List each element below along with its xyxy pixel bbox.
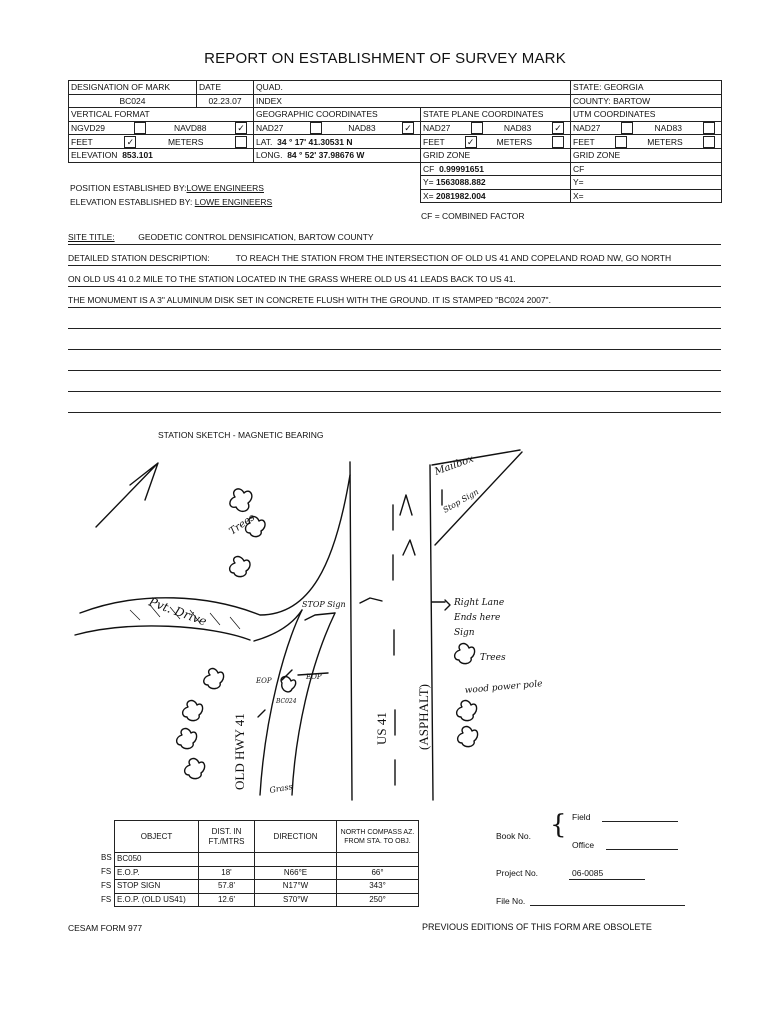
obs-code: FS (101, 881, 112, 890)
utm-feet-label: FEET (573, 136, 595, 147)
utm-feet-checkbox[interactable] (615, 136, 627, 148)
geo-nad83-label: NAD83 (348, 123, 376, 134)
geographic-label: GEOGRAPHIC COORDINATES (254, 108, 421, 122)
utm-label: UTM COORDINATES (571, 108, 722, 122)
obs-row (115, 880, 419, 894)
lat-value: 34 ° 17' 41.30531 N (277, 136, 353, 147)
obs-az: 250° (337, 893, 419, 907)
state-value: STATE: GEORGIA (571, 81, 722, 95)
utm-nad83-checkbox[interactable] (703, 122, 715, 134)
desc-line-1: TO REACH THE STATION FROM THE INTERSECTION OF OLD US 41 AND COPELAND ROAD NW, GO NORTH (235, 253, 672, 263)
desc-rule-1 (68, 265, 721, 266)
sketch-ends-here: Ends here (454, 613, 501, 623)
navd88-checkbox[interactable]: ✓ (235, 122, 247, 134)
desc-line-2: ON OLD US 41 0.2 MILE TO THE STATION LOCATED IN THE GRASS WHERE OLD US 41 LEADS BACK TO US 41. (68, 274, 516, 284)
y-value: 1563088.882 (436, 177, 486, 188)
county-value: COUNTY: BARTOW (571, 94, 722, 108)
obs-object: BC050 (115, 853, 199, 867)
site-title-label: SITE TITLE: (68, 232, 115, 242)
obs-dist: 18' (199, 866, 255, 880)
mark-value: BC024 (69, 94, 197, 108)
sketch-grass: Grass (268, 782, 294, 795)
sp-meters-label: METERS (496, 136, 533, 147)
field-line (602, 821, 678, 822)
meters-checkbox[interactable] (235, 136, 247, 148)
desc-rule-4 (68, 328, 721, 329)
obs-direction: S70°W (255, 893, 337, 907)
project-no-value: 06-0085 (572, 868, 604, 878)
sp-y-label: Y= (423, 177, 434, 188)
office-line (606, 849, 678, 850)
site-title-value: GEODETIC CONTROL DENSIFICATION, BARTOW COUNTY (138, 232, 374, 242)
obs-direction: N17°W (255, 880, 337, 894)
sp-feet-label: FEET (423, 136, 445, 147)
site-title-rule (68, 244, 721, 245)
designation-label: DESIGNATION OF MARK (69, 81, 197, 95)
obs-az (337, 853, 419, 867)
elevation-label: ELEVATION (71, 150, 118, 161)
sp-grid-zone-label: GRID ZONE (421, 148, 571, 162)
detailed-desc-label: DETAILED STATION DESCRIPTION: (68, 253, 210, 263)
elevation-by-value: LOWE ENGINEERS (194, 197, 273, 207)
obs-direction: N66°E (255, 866, 337, 880)
cf-note: CF = COMBINED FACTOR (421, 211, 525, 221)
obs-object: STOP SIGN (115, 880, 199, 894)
x-value: 2081982.004 (436, 191, 486, 202)
elevation-established (70, 197, 272, 207)
obs-header-direction: DIRECTION (255, 821, 337, 853)
state-plane-label: STATE PLANE COORDINATES (421, 108, 571, 122)
ngvd29-label: NGVD29 (71, 123, 106, 134)
cf-value: 0.99991651 (439, 163, 484, 174)
long-label: LONG. (256, 150, 283, 161)
utm-nad27-checkbox[interactable] (621, 122, 633, 134)
utm-nad27-label: NAD27 (573, 123, 601, 134)
sp-meters-checkbox[interactable] (552, 136, 564, 148)
sketch-power-pole: wood power pole (464, 679, 543, 696)
project-line (569, 879, 645, 880)
date-label: DATE (197, 81, 254, 95)
sketch-mailbox: Mailbox (433, 453, 476, 478)
sketch-mark: BC024 (276, 698, 297, 705)
sketch-trees-right: Trees (480, 653, 506, 663)
field-label: Field (572, 812, 591, 822)
obs-object: E.O.P. (115, 866, 199, 880)
sp-nad83-label: NAD83 (503, 123, 532, 134)
sp-feet-checkbox[interactable]: ✓ (465, 136, 477, 148)
obs-code: BS (101, 853, 112, 862)
observations-table (114, 820, 419, 907)
book-no-label: Book No. (496, 831, 531, 841)
obs-row (115, 853, 419, 867)
obs-row (115, 866, 419, 880)
project-no-label: Project No. (496, 868, 539, 878)
position-by-value: LOWE ENGINEERS (186, 183, 264, 193)
obs-header-az: NORTH COMPASS AZ. FROM STA. TO OBJ. (337, 821, 419, 853)
desc-rule-5 (68, 349, 721, 350)
vertical-format-label: VERTICAL FORMAT (69, 108, 254, 122)
sketch-old-hwy: OLD HWY 41 (232, 713, 247, 790)
desc-rule-3 (68, 307, 721, 308)
obs-dist: 12.6' (199, 893, 255, 907)
sp-nad83-checkbox[interactable]: ✓ (552, 122, 564, 134)
position-by-label: POSITION ESTABLISHED BY: (70, 183, 187, 193)
date-value: 02.23.07 (197, 94, 254, 108)
book-brace: { (550, 810, 567, 840)
elevation-value: 853.101 (122, 150, 153, 161)
utm-nad83-label: NAD83 (654, 123, 682, 134)
desc-rule-6 (68, 370, 721, 371)
sp-x-label: X= (423, 191, 434, 202)
north-arrow-icon (96, 463, 158, 527)
long-value: 84 ° 52' 37.98676 W (287, 150, 365, 161)
form-number: CESAM FORM 977 (68, 923, 143, 933)
sketch-sign: Sign (454, 628, 475, 638)
desc-line-3: THE MONUMENT IS A 3" ALUMINUM DISK SET IN CONCRETE FLUSH WITH THE GROUND. IT IS STAMPED "BC024 2007". (68, 295, 551, 305)
sketch-stop-sign: STOP Sign (302, 600, 346, 609)
sketch-eop-left: EOP (256, 677, 272, 685)
obs-row (115, 893, 419, 907)
obs-code: FS (101, 895, 112, 904)
sketch-label: STATION SKETCH - MAGNETIC BEARING (158, 430, 324, 440)
sketch-stop-sign-top: Stop Sign (441, 487, 481, 515)
obs-az: 66° (337, 866, 419, 880)
obs-object: E.O.P. (OLD US41) (115, 893, 199, 907)
geo-nad27-label: NAD27 (256, 123, 284, 134)
desc-rule-7 (68, 391, 721, 392)
desc-rule-2 (68, 286, 721, 287)
obs-az: 343° (337, 880, 419, 894)
utm-meters-checkbox[interactable] (703, 136, 715, 148)
report-title: REPORT ON ESTABLISHMENT OF SURVEY MARK (204, 50, 566, 67)
utm-x-label: X= (571, 189, 722, 203)
office-label: Office (572, 840, 595, 850)
obs-dist: 57.8' (199, 880, 255, 894)
sketch-trees-top: Trees (227, 512, 258, 538)
utm-grid-zone-label: GRID ZONE (571, 148, 722, 162)
quad-value: INDEX (254, 94, 571, 108)
obs-header-dist: DIST. IN FT./MTRS (199, 821, 255, 853)
obs-header-object: OBJECT (115, 821, 199, 853)
site-title-row (68, 232, 374, 242)
utm-meters-label: METERS (647, 136, 683, 147)
obs-dist (199, 853, 255, 867)
elevation-by-label: ELEVATION ESTABLISHED BY: (70, 197, 193, 207)
meters-label: METERS (167, 136, 204, 147)
sp-nad27-label: NAD27 (423, 123, 451, 134)
geo-nad83-checkbox[interactable]: ✓ (402, 122, 414, 134)
sketch-asphalt: (ASPHALT) (416, 684, 431, 750)
obs-direction (255, 853, 337, 867)
utm-cf-label: CF (571, 162, 722, 176)
sketch-eop-right: EOP (306, 673, 322, 681)
sketch-us41: US 41 (374, 712, 389, 745)
quad-label: QUAD. (254, 81, 571, 95)
sketch-pvt-drive: Pvt. Drive (146, 594, 209, 629)
station-sketch (60, 445, 660, 805)
geo-nad27-checkbox[interactable] (310, 122, 322, 134)
obsolete-notice: PREVIOUS EDITIONS OF THIS FORM ARE OBSOLETE (422, 922, 652, 932)
desc-rule-8 (68, 412, 721, 413)
feet-label: FEET (71, 136, 93, 147)
feet-checkbox[interactable]: ✓ (124, 136, 136, 148)
navd88-label: NAVD88 (174, 123, 207, 134)
sp-nad27-checkbox[interactable] (471, 122, 483, 134)
obs-code: FS (101, 867, 112, 876)
position-established (70, 183, 264, 193)
sp-cf-label: CF (423, 163, 435, 174)
file-no-label: File No. (496, 896, 526, 906)
utm-y-label: Y= (571, 176, 722, 190)
description-row-1 (68, 253, 671, 263)
file-line (530, 905, 685, 906)
lat-label: LAT. (256, 136, 273, 147)
sketch-right-lane: Right Lane (454, 598, 505, 608)
ngvd29-checkbox[interactable] (134, 122, 146, 134)
